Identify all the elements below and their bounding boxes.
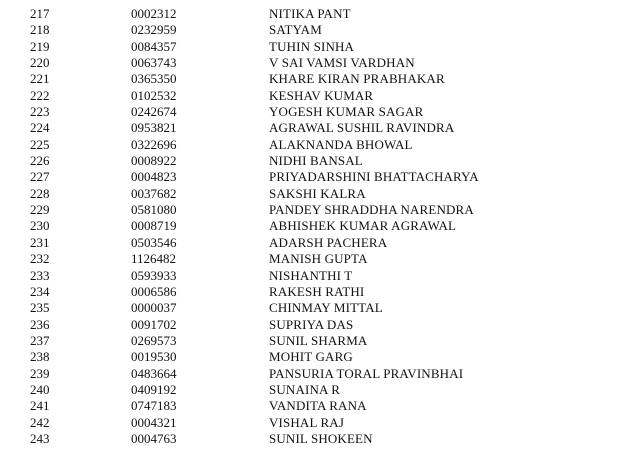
table-row bbox=[0, 71, 640, 87]
table-row bbox=[0, 202, 640, 218]
roll-number: 0091702 bbox=[131, 316, 177, 332]
roll-number: 0008719 bbox=[131, 218, 177, 234]
table-row bbox=[0, 333, 640, 349]
table-row bbox=[0, 300, 640, 316]
candidate-name: MANISH GUPTA bbox=[269, 251, 368, 267]
candidate-name: VANDITA RANA bbox=[269, 398, 367, 414]
candidate-name: ADARSH PACHERA bbox=[269, 234, 388, 250]
candidate-name: ALAKNANDA BHOWAL bbox=[269, 136, 413, 152]
serial-number: 236 bbox=[30, 316, 50, 332]
candidate-name: SUNAINA R bbox=[269, 381, 341, 397]
table-row bbox=[0, 22, 640, 38]
serial-number: 221 bbox=[30, 71, 50, 87]
candidate-name: KESHAV KUMAR bbox=[269, 87, 374, 103]
roll-number: 0019530 bbox=[131, 349, 177, 365]
serial-number: 235 bbox=[30, 300, 50, 316]
table-row bbox=[0, 186, 640, 202]
candidate-name: TUHIN SINHA bbox=[269, 38, 355, 54]
table-row bbox=[0, 398, 640, 414]
roll-number: 0409192 bbox=[131, 381, 177, 397]
serial-number: 233 bbox=[30, 267, 50, 283]
roll-number: 0063743 bbox=[131, 55, 177, 71]
candidate-name: AGRAWAL SUSHIL RAVINDRA bbox=[269, 120, 455, 136]
candidate-list bbox=[0, 6, 640, 447]
table-row bbox=[0, 104, 640, 120]
serial-number: 238 bbox=[30, 349, 50, 365]
table-row bbox=[0, 366, 640, 382]
serial-number: 231 bbox=[30, 234, 50, 250]
roll-number: 0000037 bbox=[131, 300, 177, 316]
serial-number: 234 bbox=[30, 283, 50, 299]
candidate-name: SATYAM bbox=[269, 22, 322, 38]
table-row bbox=[0, 235, 640, 251]
candidate-name: VISHAL RAJ bbox=[269, 414, 345, 430]
roll-number: 0004823 bbox=[131, 169, 177, 185]
roll-number: 0581080 bbox=[131, 202, 177, 218]
serial-number: 239 bbox=[30, 365, 50, 381]
serial-number: 232 bbox=[30, 251, 50, 267]
serial-number: 218 bbox=[30, 22, 50, 38]
serial-number: 220 bbox=[30, 55, 50, 71]
roll-number: 0269573 bbox=[131, 332, 177, 348]
candidate-name: PRIYADARSHINI BHATTACHARYA bbox=[269, 169, 479, 185]
serial-number: 217 bbox=[30, 6, 50, 21]
serial-number: 243 bbox=[30, 430, 50, 446]
candidate-name: NITIKA PANT bbox=[269, 6, 351, 21]
serial-number: 223 bbox=[30, 104, 50, 120]
roll-number: 0322696 bbox=[131, 136, 177, 152]
serial-number: 242 bbox=[30, 414, 50, 430]
table-row bbox=[0, 415, 640, 431]
table-row bbox=[0, 120, 640, 136]
candidate-name: V SAI VAMSI VARDHAN bbox=[269, 55, 415, 71]
table-row bbox=[0, 268, 640, 284]
roll-number: 0037682 bbox=[131, 185, 177, 201]
roll-number: 0593933 bbox=[131, 267, 177, 283]
table-row bbox=[0, 251, 640, 267]
roll-number: 0747183 bbox=[131, 398, 177, 414]
candidate-name: NIDHI BANSAL bbox=[269, 153, 363, 169]
candidate-name: YOGESH KUMAR SAGAR bbox=[269, 104, 424, 120]
roll-number: 0483664 bbox=[131, 365, 177, 381]
candidate-name: SUNIL SHARMA bbox=[269, 332, 368, 348]
roll-number: 0503546 bbox=[131, 234, 177, 250]
candidate-name: SUNIL SHOKEEN bbox=[269, 430, 373, 446]
roll-number: 0242674 bbox=[131, 104, 177, 120]
candidate-name: SUPRIYA DAS bbox=[269, 316, 354, 332]
serial-number: 225 bbox=[30, 136, 50, 152]
serial-number: 240 bbox=[30, 381, 50, 397]
serial-number: 226 bbox=[30, 153, 50, 169]
roll-number: 0365350 bbox=[131, 71, 177, 87]
roll-number: 0004763 bbox=[131, 430, 177, 446]
roll-number: 0004321 bbox=[131, 414, 177, 430]
table-row bbox=[0, 39, 640, 55]
serial-number: 237 bbox=[30, 332, 50, 348]
table-row bbox=[0, 55, 640, 71]
serial-number: 229 bbox=[30, 202, 50, 218]
roll-number: 1126482 bbox=[131, 251, 177, 267]
table-row bbox=[0, 88, 640, 104]
table-row bbox=[0, 6, 640, 22]
candidate-name: PANSURIA TORAL PRAVINBHAI bbox=[269, 365, 464, 381]
table-row bbox=[0, 137, 640, 153]
table-row bbox=[0, 169, 640, 185]
table-row bbox=[0, 382, 640, 398]
table-row bbox=[0, 284, 640, 300]
candidate-name: KHARE KIRAN PRABHAKAR bbox=[269, 71, 445, 87]
serial-number: 241 bbox=[30, 398, 50, 414]
table-row bbox=[0, 431, 640, 447]
serial-number: 222 bbox=[30, 87, 50, 103]
serial-number: 219 bbox=[30, 38, 50, 54]
roll-number: 0102532 bbox=[131, 87, 177, 103]
table-row bbox=[0, 153, 640, 169]
candidate-name: RAKESH RATHI bbox=[269, 283, 365, 299]
candidate-name: CHINMAY MITTAL bbox=[269, 300, 383, 316]
candidate-name: MOHIT GARG bbox=[269, 349, 353, 365]
candidate-name: NISHANTHI T bbox=[269, 267, 353, 283]
roll-number: 0232959 bbox=[131, 22, 177, 38]
roll-number: 0002312 bbox=[131, 6, 177, 21]
serial-number: 224 bbox=[30, 120, 50, 136]
table-row bbox=[0, 349, 640, 365]
serial-number: 227 bbox=[30, 169, 50, 185]
roll-number: 0008922 bbox=[131, 153, 177, 169]
roll-number: 0084357 bbox=[131, 38, 177, 54]
roll-number: 0953821 bbox=[131, 120, 177, 136]
serial-number: 228 bbox=[30, 185, 50, 201]
roll-number: 0006586 bbox=[131, 283, 177, 299]
candidate-name: SAKSHI KALRA bbox=[269, 185, 366, 201]
candidate-name: ABHISHEK KUMAR AGRAWAL bbox=[269, 218, 457, 234]
candidate-name: PANDEY SHRADDHA NARENDRA bbox=[269, 202, 474, 218]
table-row bbox=[0, 218, 640, 234]
serial-number: 230 bbox=[30, 218, 50, 234]
table-row bbox=[0, 317, 640, 333]
